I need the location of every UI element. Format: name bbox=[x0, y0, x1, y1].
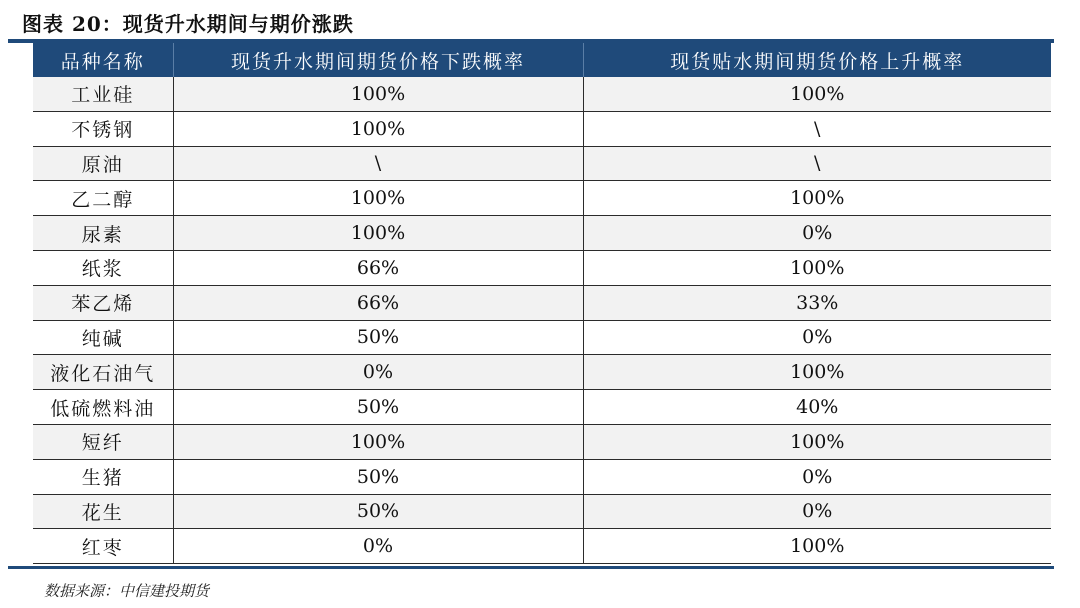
premium-fall-prob-cell: 100% bbox=[173, 111, 583, 146]
commodity-name-cell: 生猪 bbox=[33, 459, 173, 494]
premium-fall-prob-cell: 0% bbox=[173, 529, 583, 564]
premium-fall-prob-cell: 66% bbox=[173, 285, 583, 320]
header-cell-name: 品种名称 bbox=[33, 43, 173, 77]
premium-fall-prob-cell: 50% bbox=[173, 494, 583, 529]
table-body bbox=[33, 77, 1051, 564]
commodity-name-cell: 短纤 bbox=[33, 424, 173, 459]
premium-fall-prob-cell: 100% bbox=[173, 77, 583, 111]
table-row bbox=[33, 424, 1051, 459]
table-row bbox=[33, 320, 1051, 355]
header-cell-premium-fall: 现货升水期间期货价格下跌概率 bbox=[173, 43, 583, 77]
premium-fall-prob-cell: 100% bbox=[173, 424, 583, 459]
discount-rise-prob-cell: 100% bbox=[583, 250, 1051, 285]
premium-fall-prob-cell: \ bbox=[173, 146, 583, 181]
premium-fall-prob-cell: 100% bbox=[173, 181, 583, 216]
table-header bbox=[33, 43, 1051, 77]
table-container bbox=[33, 43, 1051, 564]
commodity-name-cell: 纯碱 bbox=[33, 320, 173, 355]
commodity-name-cell: 纸浆 bbox=[33, 250, 173, 285]
discount-rise-prob-cell: 0% bbox=[583, 459, 1051, 494]
discount-rise-prob-cell: 100% bbox=[583, 424, 1051, 459]
figure-title: 图表 20：现货升水期间与期价涨跌 bbox=[22, 12, 354, 36]
discount-rise-prob-cell: 100% bbox=[583, 77, 1051, 111]
table-row bbox=[33, 111, 1051, 146]
premium-fall-prob-cell: 50% bbox=[173, 320, 583, 355]
premium-fall-prob-cell: 66% bbox=[173, 250, 583, 285]
commodity-name-cell: 不锈钢 bbox=[33, 111, 173, 146]
premium-fall-prob-cell: 100% bbox=[173, 216, 583, 251]
table-row bbox=[33, 459, 1051, 494]
premium-fall-prob-cell: 50% bbox=[173, 390, 583, 425]
bottom-rule bbox=[8, 566, 1054, 569]
header-row bbox=[33, 43, 1051, 77]
commodity-name-cell: 花生 bbox=[33, 494, 173, 529]
table-row bbox=[33, 146, 1051, 181]
discount-rise-prob-cell: 33% bbox=[583, 285, 1051, 320]
discount-rise-prob-cell: 100% bbox=[583, 529, 1051, 564]
discount-rise-prob-cell: 0% bbox=[583, 494, 1051, 529]
data-table bbox=[33, 43, 1051, 564]
commodity-name-cell: 苯乙烯 bbox=[33, 285, 173, 320]
table-row bbox=[33, 390, 1051, 425]
source-note: 数据来源：中信建投期货 bbox=[44, 582, 210, 600]
table-row bbox=[33, 181, 1051, 216]
discount-rise-prob-cell: 100% bbox=[583, 355, 1051, 390]
discount-rise-prob-cell: 0% bbox=[583, 320, 1051, 355]
premium-fall-prob-cell: 0% bbox=[173, 355, 583, 390]
discount-rise-prob-cell: 0% bbox=[583, 216, 1051, 251]
commodity-name-cell: 液化石油气 bbox=[33, 355, 173, 390]
table-row bbox=[33, 355, 1051, 390]
table-row bbox=[33, 494, 1051, 529]
table-row bbox=[33, 250, 1051, 285]
discount-rise-prob-cell: \ bbox=[583, 146, 1051, 181]
commodity-name-cell: 原油 bbox=[33, 146, 173, 181]
discount-rise-prob-cell: 100% bbox=[583, 181, 1051, 216]
premium-fall-prob-cell: 50% bbox=[173, 459, 583, 494]
table-row bbox=[33, 216, 1051, 251]
discount-rise-prob-cell: \ bbox=[583, 111, 1051, 146]
commodity-name-cell: 乙二醇 bbox=[33, 181, 173, 216]
commodity-name-cell: 尿素 bbox=[33, 216, 173, 251]
table-row bbox=[33, 77, 1051, 111]
table-row bbox=[33, 285, 1051, 320]
commodity-name-cell: 红枣 bbox=[33, 529, 173, 564]
commodity-name-cell: 低硫燃料油 bbox=[33, 390, 173, 425]
commodity-name-cell: 工业硅 bbox=[33, 77, 173, 111]
header-cell-discount-rise: 现货贴水期间期货价格上升概率 bbox=[583, 43, 1051, 77]
table-row bbox=[33, 529, 1051, 564]
discount-rise-prob-cell: 40% bbox=[583, 390, 1051, 425]
